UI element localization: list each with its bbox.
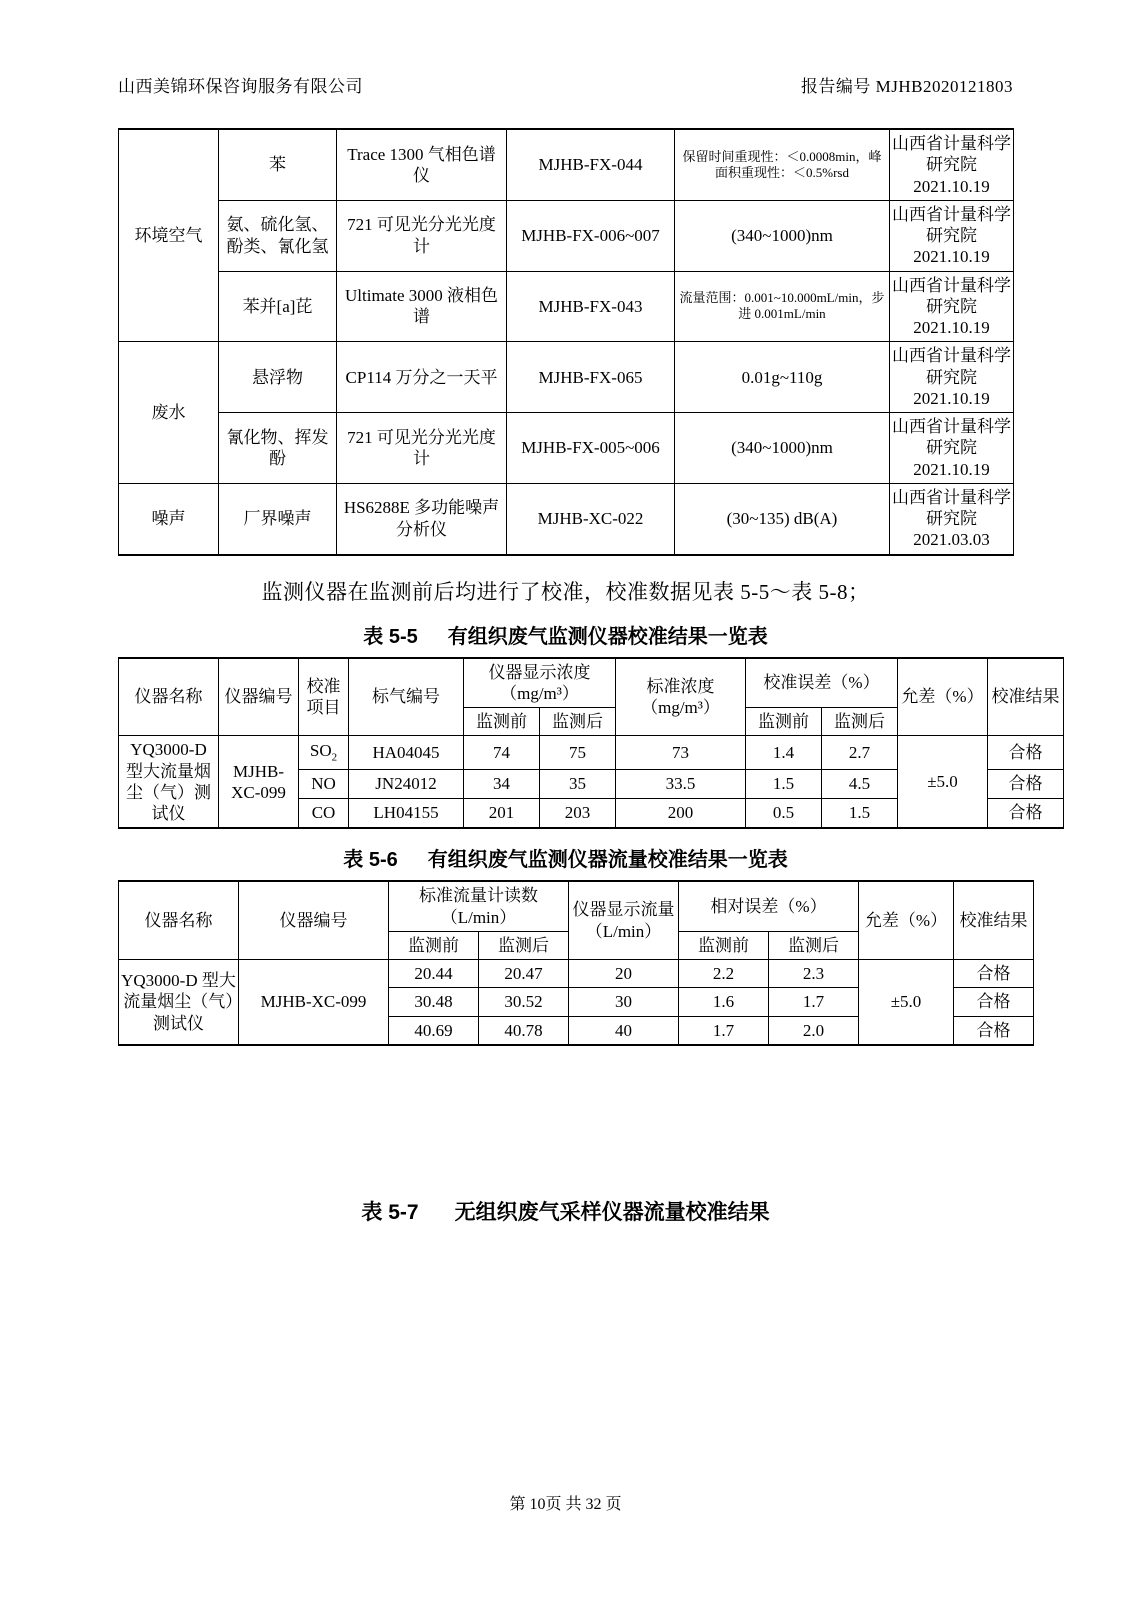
header-report-number: 报告编号 MJHB2020121803 — [800, 77, 1013, 96]
cell-display-flow: 20 — [569, 960, 679, 988]
caption-table-5-7 — [118, 1196, 1013, 1226]
cell-std-flow-before: 20.44 — [389, 960, 479, 988]
cell-code: MJHB-FX-043 — [507, 271, 675, 342]
cell-gas-code: LH04155 — [349, 798, 464, 828]
header-after: 监测后 — [822, 708, 898, 736]
table-row — [119, 129, 1014, 200]
header-instrument-code: 仪器编号 — [219, 658, 299, 736]
cell-item: 苯 — [219, 129, 337, 200]
header-after: 监测后 — [769, 931, 859, 959]
cell-code: MJHB-FX-006~007 — [507, 200, 675, 271]
header-company: 山西美锦环保咨询服务有限公司 — [118, 77, 363, 96]
cell-display-flow: 30 — [569, 988, 679, 1016]
cell-standard: 200 — [616, 798, 746, 828]
cell-item: 苯并[a]芘 — [219, 271, 337, 342]
cell-error-before: 1.7 — [679, 1016, 769, 1045]
cell-display-after: 75 — [540, 736, 616, 769]
cell-range: 0.01g~110g — [675, 342, 890, 413]
header-tolerance: 允差（%） — [898, 658, 988, 736]
cell-item: 悬浮物 — [219, 342, 337, 413]
cell-code: MJHB-XC-022 — [507, 483, 675, 554]
cell-error-after: 2.3 — [769, 960, 859, 988]
caption-text: 无组织废气采样仪器流量校准结果 — [454, 1200, 770, 1224]
cell-error-before: 2.2 — [679, 960, 769, 988]
cell-error-before: 1.5 — [746, 769, 822, 798]
header-calibration-item: 校准项目 — [299, 658, 349, 736]
header-gas-code: 标气编号 — [349, 658, 464, 736]
header-result: 校准结果 — [954, 881, 1034, 959]
header-instrument-name: 仪器名称 — [119, 658, 219, 736]
cell-error-after: 1.5 — [822, 798, 898, 828]
cell-org: 山西省计量科学研究院 2021.10.19 — [890, 129, 1014, 200]
cell-instrument-name: YQ3000-D 型大流量烟尘（气）测试仪 — [119, 736, 219, 829]
cell-display-before: 201 — [464, 798, 540, 828]
cell-range: (340~1000)nm — [675, 200, 890, 271]
cell-error-before: 1.4 — [746, 736, 822, 769]
cell-tolerance: ±5.0 — [898, 736, 988, 829]
header-instrument-code: 仪器编号 — [239, 881, 389, 959]
cell-gas-code: HA04045 — [349, 736, 464, 769]
cell-code: MJHB-FX-044 — [507, 129, 675, 200]
header-after: 监测后 — [479, 931, 569, 959]
table-row — [119, 736, 1064, 769]
cell-gas-code: JN24012 — [349, 769, 464, 798]
cell-item: 氰化物、挥发酚 — [219, 413, 337, 484]
cell-range: (340~1000)nm — [675, 413, 890, 484]
cell-display-flow: 40 — [569, 1016, 679, 1045]
cell-calibration-item: NO — [299, 769, 349, 798]
cell-instrument: CP114 万分之一天平 — [337, 342, 507, 413]
caption-text: 有组织废气监测仪器校准结果一览表 — [447, 625, 768, 648]
table-row — [119, 960, 1034, 988]
header-display-flow: 仪器显示流量（L/min） — [569, 881, 679, 959]
caption-table-5-6 — [118, 843, 1013, 872]
cell-instrument: HS6288E 多功能噪声分析仪 — [337, 483, 507, 554]
caption-table-5-5 — [118, 620, 1013, 649]
cell-std-flow-after: 40.78 — [479, 1016, 569, 1045]
cell-display-after: 35 — [540, 769, 616, 798]
cell-range: 流量范围：0.001~10.000mL/min，步进 0.001mL/min — [675, 271, 890, 342]
instrument-table — [118, 128, 1014, 556]
page-footer: 第 10页 共 32 页 — [509, 1496, 622, 1513]
header-after: 监测后 — [540, 708, 616, 736]
cell-item: 厂界噪声 — [219, 483, 337, 554]
cell-std-flow-before: 40.69 — [389, 1016, 479, 1045]
table-row — [119, 271, 1014, 342]
cell-display-after: 203 — [540, 798, 616, 828]
cell-item: 氨、硫化氢、酚类、氰化氢 — [219, 200, 337, 271]
cell-std-flow-after: 30.52 — [479, 988, 569, 1016]
cell-result: 合格 — [988, 769, 1064, 798]
caption-number: 表 5-6 — [343, 849, 398, 872]
cell-tolerance: ±5.0 — [859, 960, 954, 1045]
cell-result: 合格 — [988, 798, 1064, 828]
header-before: 监测前 — [746, 708, 822, 736]
cell-error-before: 1.6 — [679, 988, 769, 1016]
table-row — [119, 342, 1014, 413]
cell-error-after: 1.7 — [769, 988, 859, 1016]
cell-org: 山西省计量科学研究院 2021.10.19 — [890, 413, 1014, 484]
cell-category: 环境空气 — [119, 129, 219, 342]
cell-std-flow-after: 20.47 — [479, 960, 569, 988]
header-before: 监测前 — [389, 931, 479, 959]
cell-standard: 73 — [616, 736, 746, 769]
cell-error-after: 4.5 — [822, 769, 898, 798]
cell-instrument-code: MJHB-XC-099 — [239, 960, 389, 1045]
table-row — [119, 200, 1014, 271]
cell-category: 废水 — [119, 342, 219, 484]
cell-instrument-code: MJHB-XC-099 — [219, 736, 299, 829]
page-header — [118, 72, 1013, 97]
calibration-paragraph: 监测仪器在监测前后均进行了校准，校准数据见表 5-5～表 5-8； — [261, 579, 870, 604]
cell-category: 噪声 — [119, 483, 219, 554]
cell-instrument: 721 可见光分光光度计 — [337, 200, 507, 271]
cell-calibration-item: $SO_2$ — [299, 736, 349, 769]
cell-error-after: 2.7 — [822, 736, 898, 769]
header-instrument-name: 仪器名称 — [119, 881, 239, 959]
cell-range: (30~135) dB(A) — [675, 483, 890, 554]
cell-display-before: 34 — [464, 769, 540, 798]
cell-error-after: 2.0 — [769, 1016, 859, 1045]
table-row — [119, 483, 1014, 554]
cell-instrument: Trace 1300 气相色谱仪 — [337, 129, 507, 200]
cell-result: 合格 — [954, 960, 1034, 988]
header-result: 校准结果 — [988, 658, 1064, 736]
header-standard-concentration: 标准浓度（mg/m³） — [616, 658, 746, 736]
cell-org: 山西省计量科学研究院 2021.10.19 — [890, 271, 1014, 342]
header-standard-flow: 标准流量计读数（L/min） — [389, 881, 569, 931]
header-display-concentration: 仪器显示浓度（mg/m³） — [464, 658, 616, 708]
cell-org: 山西省计量科学研究院 2021.10.19 — [890, 342, 1014, 413]
cell-std-flow-before: 30.48 — [389, 988, 479, 1016]
cell-instrument: 721 可见光分光光度计 — [337, 413, 507, 484]
caption-text: 有组织废气监测仪器流量校准结果一览表 — [427, 849, 788, 872]
cell-code: MJHB-FX-065 — [507, 342, 675, 413]
cell-error-before: 0.5 — [746, 798, 822, 828]
cell-calibration-item: CO — [299, 798, 349, 828]
table-5-5 — [118, 657, 1064, 830]
header-calibration-error: 校准误差（%） — [746, 658, 898, 708]
table-row — [119, 413, 1014, 484]
header-before: 监测前 — [679, 931, 769, 959]
cell-code: MJHB-FX-005~006 — [507, 413, 675, 484]
cell-result: 合格 — [988, 736, 1064, 769]
header-tolerance: 允差（%） — [859, 881, 954, 959]
caption-number: 表 5-7 — [361, 1200, 419, 1224]
cell-result: 合格 — [954, 1016, 1034, 1045]
cell-result: 合格 — [954, 988, 1034, 1016]
header-relative-error: 相对误差（%） — [679, 881, 859, 931]
cell-org: 山西省计量科学研究院 2021.10.19 — [890, 200, 1014, 271]
table-5-6 — [118, 880, 1034, 1046]
cell-range: 保留时间重现性：＜0.0008min，峰面积重现性：＜0.5%rsd — [675, 129, 890, 200]
header-before: 监测前 — [464, 708, 540, 736]
caption-number: 表 5-5 — [363, 625, 418, 648]
cell-instrument: Ultimate 3000 液相色谱 — [337, 271, 507, 342]
table-header-row — [119, 658, 1064, 708]
cell-instrument-name: YQ3000-D 型大流量烟尘（气）测试仪 — [119, 960, 239, 1045]
table-header-row — [119, 881, 1034, 931]
cell-org: 山西省计量科学研究院 2021.03.03 — [890, 483, 1014, 554]
cell-display-before: 74 — [464, 736, 540, 769]
cell-standard: 33.5 — [616, 769, 746, 798]
page-content — [118, 128, 1060, 1226]
